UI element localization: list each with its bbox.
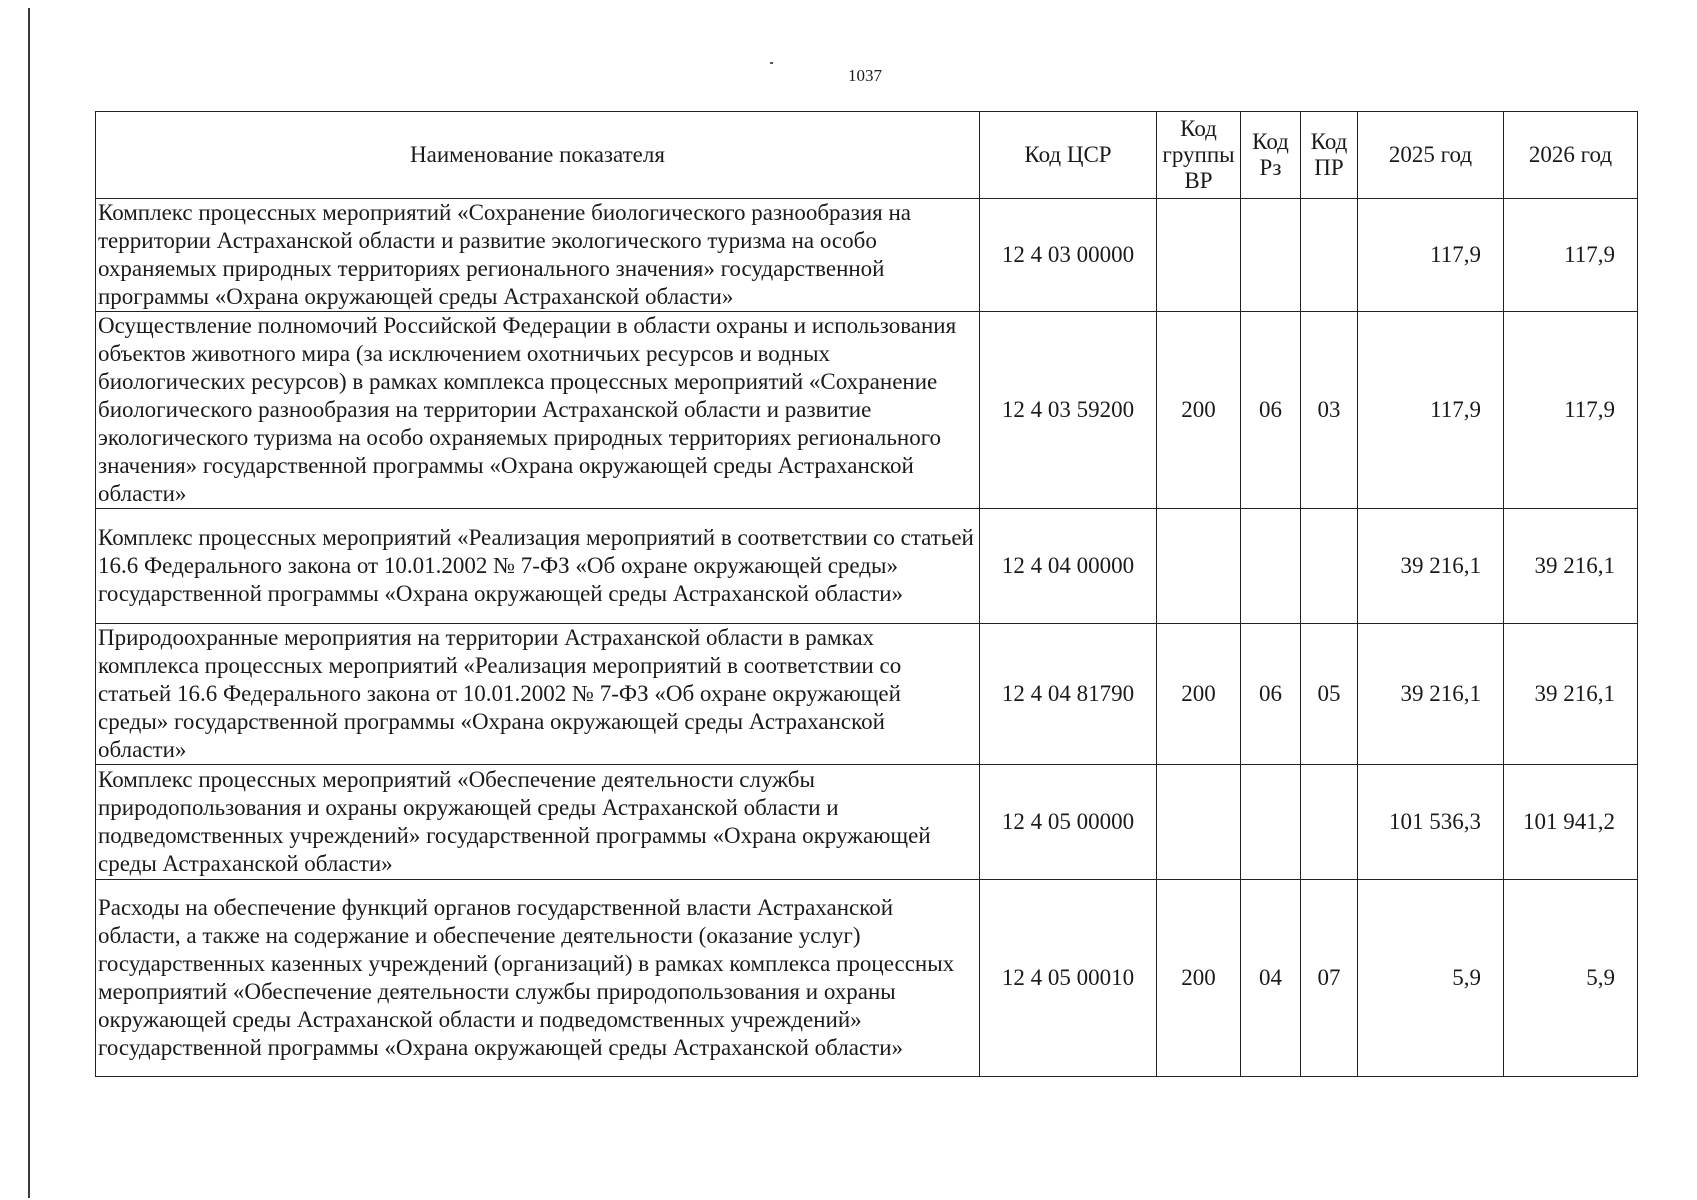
- cell-rz: 06: [1241, 312, 1301, 509]
- cell-csr: 12 4 03 59200: [980, 312, 1157, 509]
- cell-name: Осуществление полномочий Российской Федерации в области охраны и использования объектов животного мира (за исключением охотничьих ресурсов и водных биологических ресурсов) в рамках комплекса процессных мероприятий «Сохранение биологического разнообразия на территории Астраханской области и развитие экологического туризма на особо охраняемых природных территориях регионального значения» государственной программы «Охрана окружающей среды Астраханской области»: [96, 312, 980, 509]
- page-number: 1037: [848, 66, 882, 85]
- cell-2025: 117,9: [1358, 199, 1504, 312]
- cell-2026: 117,9: [1504, 199, 1638, 312]
- cell-name: Комплекс процессных мероприятий «Реализация мероприятий в соответствии со статьей 16.6 Федерального закона от 10.01.2002 № 7-ФЗ «Об охране окружающей среды» государственной программы «Охрана окружающей среды Астраханской области»: [96, 509, 980, 624]
- cell-2026: 39 216,1: [1504, 509, 1638, 624]
- cell-rz: 06: [1241, 624, 1301, 765]
- cell-rz: [1241, 765, 1301, 880]
- cell-pr: [1301, 765, 1358, 880]
- cell-vr: [1157, 199, 1241, 312]
- cell-rz: [1241, 509, 1301, 624]
- budget-table: [95, 111, 1638, 1077]
- cell-pr: 05: [1301, 624, 1358, 765]
- cell-name: Комплекс процессных мероприятий «Сохранение биологического разнообразия на территории Астраханской области и развитие экологического туризма на особо охраняемых природных территориях регионального значения» государственной программы «Охрана окружающей среды Астраханской области»: [96, 199, 980, 312]
- header-2026: 2026 год: [1504, 112, 1638, 199]
- cell-2026: 117,9: [1504, 312, 1638, 509]
- table-header-row: [96, 112, 1638, 199]
- table-row: [96, 624, 1638, 765]
- cell-csr: 12 4 03 00000: [980, 199, 1157, 312]
- cell-csr: 12 4 05 00010: [980, 880, 1157, 1077]
- cell-2026: 39 216,1: [1504, 624, 1638, 765]
- scan-dot: [770, 62, 773, 64]
- header-name: Наименование показателя: [96, 112, 980, 199]
- cell-name: Расходы на обеспечение функций органов государственной власти Астраханской области, а также на содержание и обеспечение деятельности (оказание услуг) государственных казенных учреждений (организаций) в рамках комплекса процессных мероприятий «Обеспечение деятельности службы природопользования и охраны окружающей среды Астраханской области и подведомственных учреждений» государственной программы «Охрана окружающей среды Астраханской области»: [96, 880, 980, 1077]
- cell-vr: [1157, 765, 1241, 880]
- cell-vr: [1157, 509, 1241, 624]
- cell-csr: 12 4 04 00000: [980, 509, 1157, 624]
- header-rz: Код Рз: [1241, 112, 1301, 199]
- header-csr: Код ЦСР: [980, 112, 1157, 199]
- cell-csr: 12 4 05 00000: [980, 765, 1157, 880]
- cell-2025: 117,9: [1358, 312, 1504, 509]
- table-row: [96, 509, 1638, 624]
- cell-2025: 39 216,1: [1358, 509, 1504, 624]
- cell-pr: 03: [1301, 312, 1358, 509]
- cell-rz: 04: [1241, 880, 1301, 1077]
- header-vr: Код группы ВР: [1157, 112, 1241, 199]
- table-row: [96, 199, 1638, 312]
- cell-2026: 5,9: [1504, 880, 1638, 1077]
- cell-pr: [1301, 199, 1358, 312]
- cell-pr: [1301, 509, 1358, 624]
- cell-vr: 200: [1157, 880, 1241, 1077]
- header-2025: 2025 год: [1358, 112, 1504, 199]
- cell-pr: 07: [1301, 880, 1358, 1077]
- cell-name: Природоохранные мероприятия на территории Астраханской области в рамках комплекса процессных мероприятий «Реализация мероприятий в соответствии со статьей 16.6 Федерального закона от 10.01.2002 № 7-ФЗ «Об охране окружающей среды» государственной программы «Охрана окружающей среды Астраханской области»: [96, 624, 980, 765]
- cell-name: Комплекс процессных мероприятий «Обеспечение деятельности службы природопользования и охраны окружающей среды Астраханской области и подведомственных учреждений» государственной программы «Охрана окружающей среды Астраханской области»: [96, 765, 980, 880]
- cell-2026: 101 941,2: [1504, 765, 1638, 880]
- page-edge-line: [28, 8, 30, 1198]
- cell-2025: 39 216,1: [1358, 624, 1504, 765]
- header-pr: Код ПР: [1301, 112, 1358, 199]
- table-row: [96, 765, 1638, 880]
- cell-2025: 101 536,3: [1358, 765, 1504, 880]
- cell-csr: 12 4 04 81790: [980, 624, 1157, 765]
- cell-rz: [1241, 199, 1301, 312]
- cell-vr: 200: [1157, 312, 1241, 509]
- table-row: [96, 312, 1638, 509]
- cell-2025: 5,9: [1358, 880, 1504, 1077]
- table-row: [96, 880, 1638, 1077]
- cell-vr: 200: [1157, 624, 1241, 765]
